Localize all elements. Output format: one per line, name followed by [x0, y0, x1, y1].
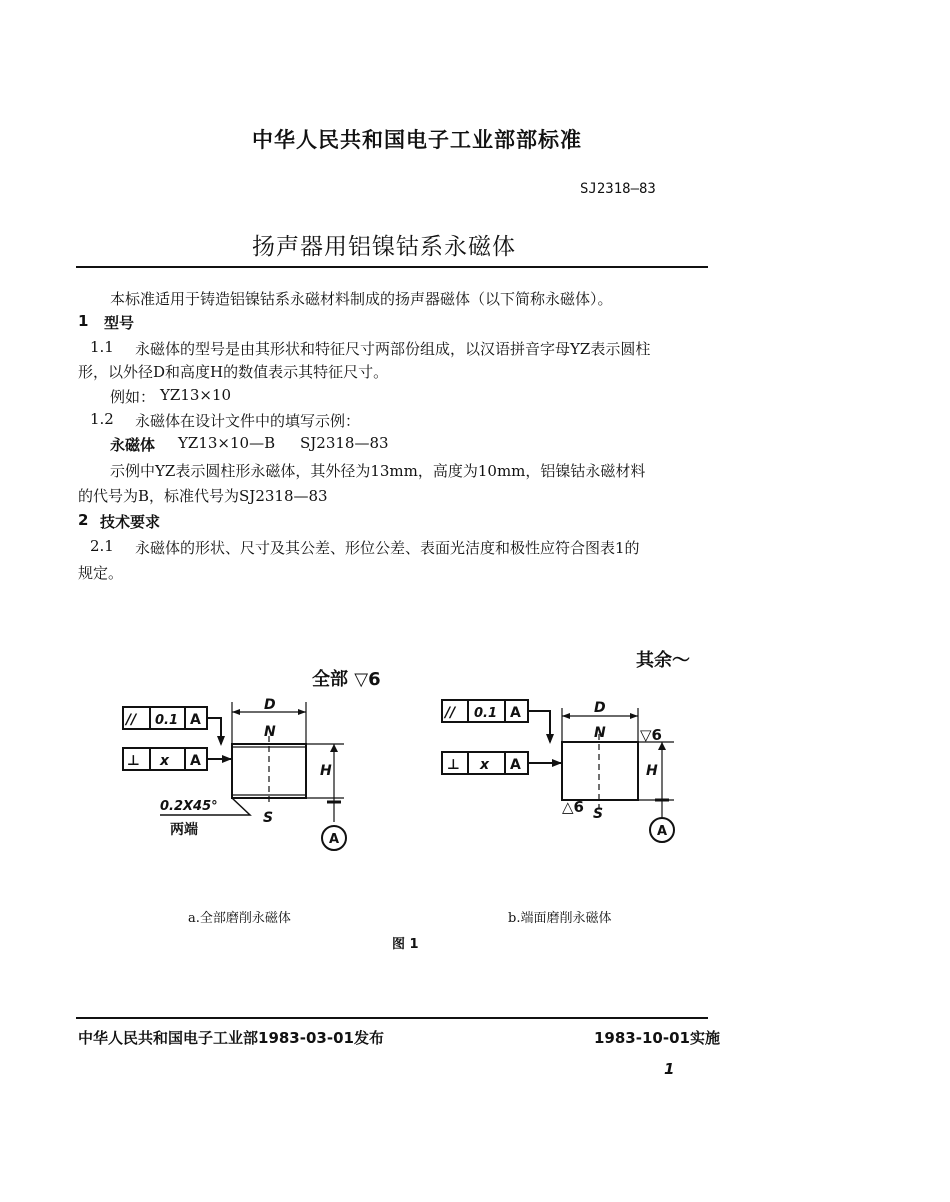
right-leader-top	[528, 711, 550, 742]
left-chamfer-note: 两端	[170, 822, 198, 838]
left-dim-d: D	[264, 697, 276, 713]
sample-name: 永磁体	[110, 436, 156, 454]
right-magnet-body	[562, 742, 638, 800]
standard-code: SJ2318—83	[580, 181, 656, 197]
right-side-finish: ▽6	[640, 726, 662, 744]
explain-line1: 示例中YZ表示圆柱形永磁体，其外径为13mm，高度为10mm，铝镍钴永磁材料	[110, 462, 646, 480]
right-top-finish-label: 其余～	[636, 650, 690, 671]
page-number: 1	[664, 1060, 675, 1078]
left-dim-h: H	[320, 763, 332, 779]
right-bottom-finish: △6	[562, 798, 584, 816]
section-2-heading: 技术要求	[100, 513, 161, 531]
left-fcf-parallel-symbol: //	[126, 712, 137, 728]
section-1-number: 1	[78, 312, 89, 330]
sample-model: YZ13×10—B	[178, 434, 276, 452]
para-1-1-line1: 永磁体的型号是由其形状和特征尺寸两部份组成，以汉语拼音字母YZ表示圆柱	[135, 340, 651, 358]
org-standard-title: 中华人民共和国电子工业部部标准	[252, 128, 582, 152]
left-chamfer-text: 0.2X45°	[160, 799, 218, 814]
para-1-2-number: 1.2	[90, 410, 114, 428]
right-fcf-perp-datum: A	[510, 757, 521, 773]
right-fcf-perp-value: x	[480, 757, 490, 773]
right-fcf-parallel-symbol: //	[445, 705, 456, 721]
left-fcf-perp-datum: A	[190, 753, 201, 769]
right-dim-h: H	[646, 763, 658, 779]
left-top-finish-label: 全部 ▽6	[312, 669, 381, 690]
issued-note: 中华人民共和国电子工业部1983-03-01发布	[78, 1029, 384, 1047]
caption-b: b.端面磨削永磁体	[508, 911, 612, 926]
para-2-1-line1: 永磁体的形状、尺寸及其公差、形位公差、表面光洁度和极性应符合图表1的	[135, 539, 640, 557]
effective-note: 1983-10-01实施	[594, 1029, 720, 1047]
right-fcf-parallel-value: 0.1	[474, 706, 498, 721]
left-mark-s: S	[263, 810, 274, 826]
intro-paragraph: 本标准适用于铸造铝镍钴系永磁材料制成的扬声器磁体（以下简称永磁体）。	[110, 290, 613, 308]
explain-line2: 的代号为B，标准代号为SJ2318—83	[78, 487, 328, 505]
para-2-1-number: 2.1	[90, 537, 114, 555]
left-fcf-perp-symbol: ⊥	[127, 753, 140, 769]
left-fcf-parallel-datum: A	[190, 712, 201, 728]
footer-rule	[76, 1017, 708, 1019]
right-dim-d: D	[594, 700, 606, 716]
figure-label: 图 1	[392, 937, 419, 952]
right-mark-s: S	[593, 806, 604, 822]
left-datum-letter: A	[329, 832, 340, 847]
example-value: YZ13×10	[160, 386, 232, 404]
sample-standard: SJ2318—83	[300, 434, 389, 452]
right-mark-n: N	[594, 725, 606, 741]
para-1-1-line2: 形，以外径D和高度H的数值表示其特征尺寸。	[78, 363, 389, 381]
para-1-1-number: 1.1	[90, 338, 114, 356]
right-fcf-perp-symbol: ⊥	[447, 757, 460, 773]
left-fcf-perp-value: x	[160, 753, 170, 769]
document-title: 扬声器用铝镍钴系永磁体	[252, 234, 516, 260]
example-label: 例如：	[110, 388, 156, 406]
para-1-2-text: 永磁体在设计文件中的填写示例：	[135, 412, 361, 430]
section-2-number: 2	[78, 511, 89, 529]
left-mark-n: N	[264, 724, 276, 740]
section-1-heading: 型号	[104, 314, 135, 332]
left-fcf-parallel-value: 0.1	[155, 713, 179, 728]
right-fcf-parallel-datum: A	[510, 705, 521, 721]
para-2-1-line2: 规定。	[78, 564, 124, 582]
right-datum-letter: A	[657, 824, 668, 839]
caption-a: a.全部磨削永磁体	[188, 911, 291, 926]
